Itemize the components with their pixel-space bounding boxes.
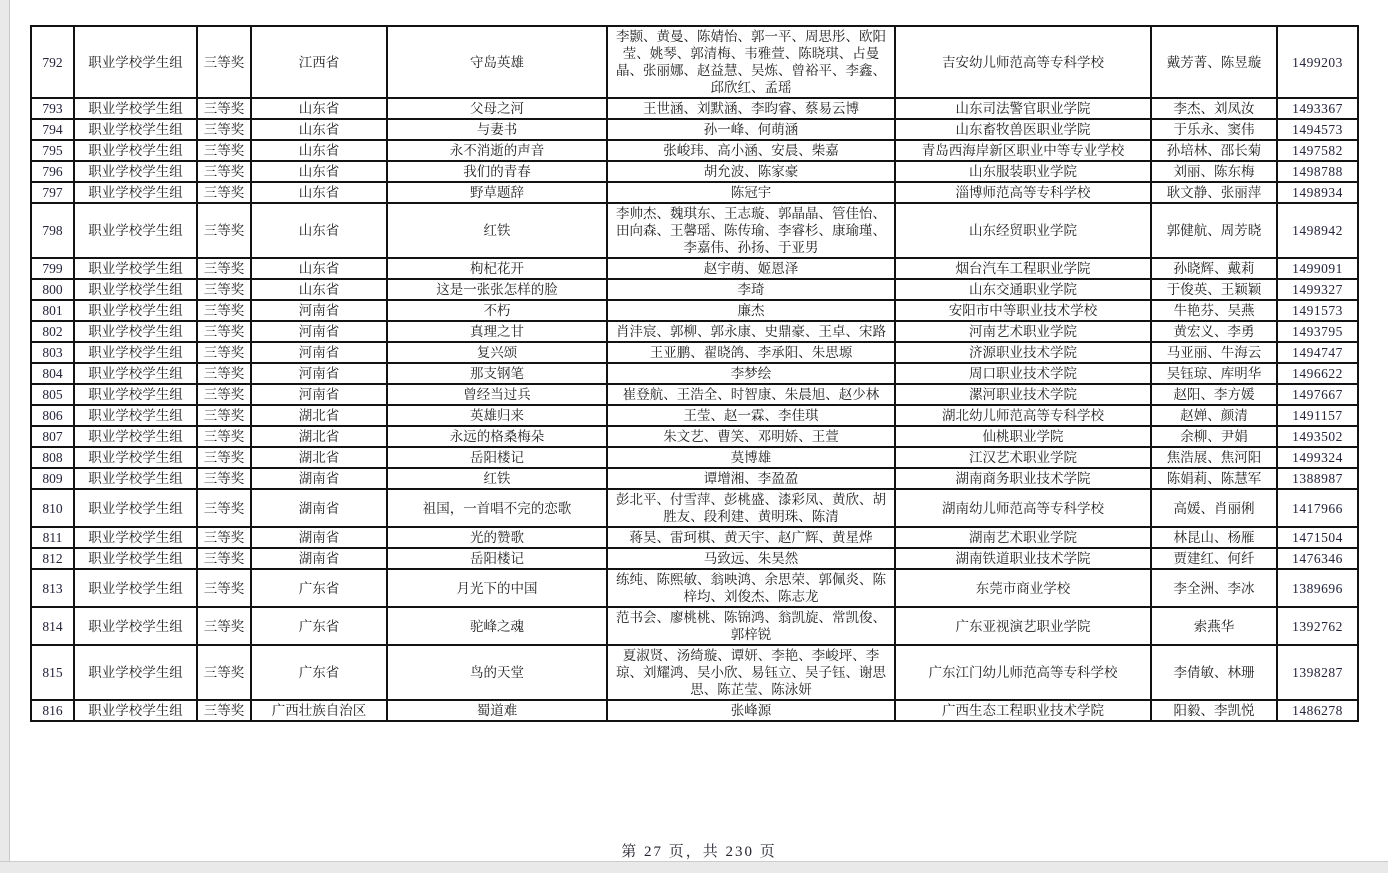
cell-province: 湖北省 [251,447,387,468]
cell-teacher-names: 郭健航、周芳晓 [1151,203,1277,258]
cell-entry-code: 1498942 [1277,203,1358,258]
cell-province: 江西省 [251,26,387,98]
document-page [10,0,1388,862]
table-row [31,342,1358,363]
cell-group: 职业学校学生组 [74,300,197,321]
cell-group: 职业学校学生组 [74,489,197,527]
cell-award-level: 三等奖 [197,342,251,363]
table-row [31,119,1358,140]
cell-student-names: 张峻玮、高小涵、安晨、柴嘉 [607,140,895,161]
cell-entry-code: 1389696 [1277,569,1358,607]
cell-group: 职业学校学生组 [74,607,197,645]
cell-province: 广东省 [251,569,387,607]
cell-teacher-names: 吴钰琼、库明华 [1151,363,1277,384]
cell-entry-code: 1471504 [1277,527,1358,548]
cell-serial-number: 815 [31,645,74,700]
cell-entry-code: 1392762 [1277,607,1358,645]
table-row [31,569,1358,607]
cell-province: 河南省 [251,342,387,363]
cell-award-level: 三等奖 [197,700,251,721]
cell-teacher-names: 牛艳芬、吴燕 [1151,300,1277,321]
cell-work-title: 蜀道难 [387,700,607,721]
cell-province: 广西壮族自治区 [251,700,387,721]
cell-province: 广东省 [251,607,387,645]
cell-award-level: 三等奖 [197,405,251,426]
cell-student-names: 肖沣宸、郭柳、郭永康、史鼎豪、王卓、宋路 [607,321,895,342]
cell-award-level: 三等奖 [197,279,251,300]
cell-work-title: 曾经当过兵 [387,384,607,405]
cell-serial-number: 801 [31,300,74,321]
cell-award-level: 三等奖 [197,426,251,447]
cell-teacher-names: 马亚丽、牛海云 [1151,342,1277,363]
cell-work-title: 祖国，一首唱不完的恋歌 [387,489,607,527]
cell-serial-number: 809 [31,468,74,489]
cell-teacher-names: 戴芳菁、陈昱璇 [1151,26,1277,98]
cell-teacher-names: 耿文静、张丽萍 [1151,182,1277,203]
cell-award-level: 三等奖 [197,489,251,527]
cell-province: 湖南省 [251,489,387,527]
cell-school-name: 山东交通职业学院 [895,279,1151,300]
cell-province: 山东省 [251,140,387,161]
cell-serial-number: 797 [31,182,74,203]
cell-teacher-names: 孙培林、邵长菊 [1151,140,1277,161]
cell-entry-code: 1493367 [1277,98,1358,119]
cell-teacher-names: 陈娟莉、陈慧军 [1151,468,1277,489]
cell-work-title: 与妻书 [387,119,607,140]
cell-province: 湖南省 [251,548,387,569]
table-row [31,607,1358,645]
cell-teacher-names: 李倩敏、林珊 [1151,645,1277,700]
cell-school-name: 湖南商务职业技术学院 [895,468,1151,489]
cell-province: 河南省 [251,321,387,342]
cell-serial-number: 811 [31,527,74,548]
table-row [31,161,1358,182]
cell-work-title: 岳阳楼记 [387,548,607,569]
cell-entry-code: 1491157 [1277,405,1358,426]
cell-group: 职业学校学生组 [74,279,197,300]
cell-teacher-names: 赵婵、颜清 [1151,405,1277,426]
cell-student-names: 夏淑贤、汤绮璇、谭妍、李艳、李峻坪、李琼、刘耀鸿、吴小欣、易钰立、吴子钰、谢思思、陈芷莹、陈泳妍 [607,645,895,700]
cell-entry-code: 1494747 [1277,342,1358,363]
cell-teacher-names: 余柳、尹娟 [1151,426,1277,447]
cell-award-level: 三等奖 [197,203,251,258]
cell-award-level: 三等奖 [197,363,251,384]
table-row [31,489,1358,527]
cell-award-level: 三等奖 [197,548,251,569]
cell-work-title: 真理之甘 [387,321,607,342]
cell-school-name: 安阳市中等职业技术学校 [895,300,1151,321]
cell-teacher-names: 索燕华 [1151,607,1277,645]
cell-group: 职业学校学生组 [74,342,197,363]
cell-entry-code: 1498934 [1277,182,1358,203]
cell-province: 河南省 [251,363,387,384]
cell-student-names: 孙一峰、何萌涵 [607,119,895,140]
table-row [31,700,1358,721]
cell-entry-code: 1499203 [1277,26,1358,98]
cell-group: 职业学校学生组 [74,26,197,98]
cell-group: 职业学校学生组 [74,405,197,426]
cell-group: 职业学校学生组 [74,182,197,203]
cell-student-names: 李颢、黄曼、陈婧怡、郭一平、周思彤、欧阳莹、姚琴、郭清梅、韦雅萱、陈晓琪、占曼晶、张丽娜、赵益慧、吴炼、曾裕平、李鑫、邱欣红、孟瑶 [607,26,895,98]
cell-school-name: 湖南幼儿师范高等专科学校 [895,489,1151,527]
cell-work-title: 永不消逝的声音 [387,140,607,161]
cell-province: 山东省 [251,182,387,203]
cell-group: 职业学校学生组 [74,258,197,279]
cell-serial-number: 816 [31,700,74,721]
awards-table-body [31,26,1358,721]
cell-school-name: 广西生态工程职业技术学院 [895,700,1151,721]
cell-school-name: 吉安幼儿师范高等专科学校 [895,26,1151,98]
cell-group: 职业学校学生组 [74,119,197,140]
cell-student-names: 王亚鹏、翟晓鸽、李承阳、朱思塬 [607,342,895,363]
horizontal-scrollbar-track[interactable] [0,861,1388,873]
cell-entry-code: 1497667 [1277,384,1358,405]
cell-student-names: 莫博雄 [607,447,895,468]
cell-school-name: 湖南铁道职业技术学院 [895,548,1151,569]
cell-teacher-names: 于俊英、王颖颖 [1151,279,1277,300]
cell-work-title: 岳阳楼记 [387,447,607,468]
cell-award-level: 三等奖 [197,140,251,161]
cell-work-title: 父母之河 [387,98,607,119]
cell-group: 职业学校学生组 [74,203,197,258]
cell-award-level: 三等奖 [197,384,251,405]
cell-entry-code: 1499327 [1277,279,1358,300]
table-row [31,468,1358,489]
cell-serial-number: 794 [31,119,74,140]
cell-award-level: 三等奖 [197,468,251,489]
cell-serial-number: 803 [31,342,74,363]
cell-student-names: 胡允波、陈家豪 [607,161,895,182]
cell-student-names: 蒋昊、雷珂棋、黄天宇、赵广辉、黄星烨 [607,527,895,548]
cell-student-names: 彭北平、付雪萍、彭桃盛、漆彩凤、黄欣、胡胜友、段利建、黄明珠、陈清 [607,489,895,527]
cell-entry-code: 1497582 [1277,140,1358,161]
cell-student-names: 王世涵、刘默涵、李昀睿、蔡易云博 [607,98,895,119]
cell-teacher-names: 贾建红、何纤 [1151,548,1277,569]
cell-entry-code: 1398287 [1277,645,1358,700]
cell-group: 职业学校学生组 [74,321,197,342]
cell-work-title: 那支钢笔 [387,363,607,384]
cell-serial-number: 792 [31,26,74,98]
cell-work-title: 光的赞歌 [387,527,607,548]
cell-province: 山东省 [251,279,387,300]
cell-award-level: 三等奖 [197,321,251,342]
awards-table [30,25,1359,722]
cell-serial-number: 812 [31,548,74,569]
cell-work-title: 不朽 [387,300,607,321]
cell-work-title: 鸟的天堂 [387,645,607,700]
cell-group: 职业学校学生组 [74,363,197,384]
cell-student-names: 练纯、陈熙敏、翁映鸿、余思荣、郭佩炎、陈梓均、刘俊杰、陈志龙 [607,569,895,607]
table-row [31,182,1358,203]
cell-school-name: 周口职业技术学院 [895,363,1151,384]
cell-group: 职业学校学生组 [74,384,197,405]
cell-work-title: 复兴颂 [387,342,607,363]
cell-award-level: 三等奖 [197,607,251,645]
cell-award-level: 三等奖 [197,26,251,98]
cell-province: 河南省 [251,300,387,321]
cell-work-title: 这是一张张怎样的脸 [387,279,607,300]
cell-award-level: 三等奖 [197,258,251,279]
cell-work-title: 驼峰之魂 [387,607,607,645]
table-row [31,300,1358,321]
cell-school-name: 漯河职业技术学院 [895,384,1151,405]
cell-province: 湖南省 [251,527,387,548]
cell-serial-number: 804 [31,363,74,384]
cell-school-name: 广东江门幼儿师范高等专科学校 [895,645,1151,700]
cell-entry-code: 1498788 [1277,161,1358,182]
cell-student-names: 马致远、朱昊然 [607,548,895,569]
cell-group: 职业学校学生组 [74,645,197,700]
cell-student-names: 朱文艺、曹笑、邓明娇、王萱 [607,426,895,447]
cell-school-name: 广东亚视演艺职业学院 [895,607,1151,645]
cell-award-level: 三等奖 [197,645,251,700]
cell-serial-number: 798 [31,203,74,258]
cell-school-name: 山东畜牧兽医职业学院 [895,119,1151,140]
cell-award-level: 三等奖 [197,569,251,607]
cell-group: 职业学校学生组 [74,140,197,161]
table-row [31,384,1358,405]
cell-group: 职业学校学生组 [74,447,197,468]
table-row [31,447,1358,468]
cell-work-title: 红铁 [387,468,607,489]
cell-serial-number: 810 [31,489,74,527]
cell-serial-number: 795 [31,140,74,161]
cell-student-names: 赵宇萌、姬恩泽 [607,258,895,279]
cell-teacher-names: 李杰、刘凤汝 [1151,98,1277,119]
cell-work-title: 守岛英雄 [387,26,607,98]
cell-student-names: 谭增湘、李盈盈 [607,468,895,489]
cell-school-name: 东莞市商业学校 [895,569,1151,607]
cell-work-title: 红铁 [387,203,607,258]
cell-award-level: 三等奖 [197,182,251,203]
cell-serial-number: 808 [31,447,74,468]
cell-serial-number: 793 [31,98,74,119]
cell-entry-code: 1491573 [1277,300,1358,321]
table-row [31,98,1358,119]
cell-serial-number: 806 [31,405,74,426]
cell-group: 职业学校学生组 [74,700,197,721]
cell-province: 湖北省 [251,426,387,447]
cell-work-title: 枸杞花开 [387,258,607,279]
page-footer: 第 27 页，共 230 页 [621,844,777,860]
cell-province: 河南省 [251,384,387,405]
cell-student-names: 崔登航、王浩全、时智康、朱晨旭、赵少林 [607,384,895,405]
cell-entry-code: 1476346 [1277,548,1358,569]
cell-serial-number: 813 [31,569,74,607]
cell-province: 湖北省 [251,405,387,426]
cell-group: 职业学校学生组 [74,569,197,607]
cell-teacher-names: 刘丽、陈东梅 [1151,161,1277,182]
table-row [31,279,1358,300]
cell-entry-code: 1499091 [1277,258,1358,279]
cell-serial-number: 805 [31,384,74,405]
cell-teacher-names: 赵阳、李方媛 [1151,384,1277,405]
cell-school-name: 湖北幼儿师范高等专科学校 [895,405,1151,426]
cell-province: 湖南省 [251,468,387,489]
cell-group: 职业学校学生组 [74,548,197,569]
cell-entry-code: 1493502 [1277,426,1358,447]
cell-student-names: 张峰源 [607,700,895,721]
cell-province: 山东省 [251,203,387,258]
cell-province: 山东省 [251,98,387,119]
cell-teacher-names: 阳毅、李凯悦 [1151,700,1277,721]
cell-group: 职业学校学生组 [74,426,197,447]
cell-teacher-names: 于乐永、窦伟 [1151,119,1277,140]
cell-serial-number: 799 [31,258,74,279]
table-row [31,548,1358,569]
cell-award-level: 三等奖 [197,527,251,548]
cell-serial-number: 802 [31,321,74,342]
cell-teacher-names: 孙晓辉、戴莉 [1151,258,1277,279]
cell-work-title: 月光下的中国 [387,569,607,607]
cell-school-name: 湖南艺术职业学院 [895,527,1151,548]
table-row [31,203,1358,258]
cell-student-names: 李梦绘 [607,363,895,384]
cell-province: 山东省 [251,258,387,279]
table-row [31,363,1358,384]
cell-student-names: 陈冠宇 [607,182,895,203]
cell-group: 职业学校学生组 [74,527,197,548]
table-row [31,258,1358,279]
cell-school-name: 山东经贸职业学院 [895,203,1151,258]
cell-entry-code: 1499324 [1277,447,1358,468]
cell-award-level: 三等奖 [197,98,251,119]
table-row [31,405,1358,426]
table-row [31,140,1358,161]
cell-group: 职业学校学生组 [74,468,197,489]
cell-teacher-names: 李全洲、李冰 [1151,569,1277,607]
cell-entry-code: 1494573 [1277,119,1358,140]
cell-entry-code: 1388987 [1277,468,1358,489]
cell-group: 职业学校学生组 [74,161,197,182]
cell-serial-number: 796 [31,161,74,182]
cell-work-title: 永远的格桑梅朵 [387,426,607,447]
cell-award-level: 三等奖 [197,119,251,140]
cell-work-title: 英雄归来 [387,405,607,426]
cell-student-names: 范书会、廖桃桃、陈锦鸿、翁凯旋、常凯俊、郭梓锐 [607,607,895,645]
cell-group: 职业学校学生组 [74,98,197,119]
cell-province: 广东省 [251,645,387,700]
viewer-left-margin [0,0,10,873]
table-row [31,426,1358,447]
cell-teacher-names: 黄宏义、李勇 [1151,321,1277,342]
cell-school-name: 山东服装职业学院 [895,161,1151,182]
cell-school-name: 山东司法警官职业学院 [895,98,1151,119]
cell-entry-code: 1493795 [1277,321,1358,342]
cell-school-name: 淄博师范高等专科学校 [895,182,1151,203]
cell-student-names: 王莹、赵一霖、李佳琪 [607,405,895,426]
cell-award-level: 三等奖 [197,161,251,182]
cell-student-names: 李帅杰、魏琪东、王志璇、郭晶晶、管佳怡、田向森、王馨瑶、陈传瑜、李睿杉、康瑜瑾、李嘉伟、孙扬、于亚男 [607,203,895,258]
table-row [31,527,1358,548]
table-row [31,321,1358,342]
cell-school-name: 江汉艺术职业学院 [895,447,1151,468]
cell-teacher-names: 高媛、肖丽俐 [1151,489,1277,527]
cell-province: 山东省 [251,161,387,182]
cell-student-names: 廉杰 [607,300,895,321]
cell-school-name: 青岛西海岸新区职业中等专业学校 [895,140,1151,161]
cell-school-name: 河南艺术职业学院 [895,321,1151,342]
cell-student-names: 李琦 [607,279,895,300]
cell-serial-number: 800 [31,279,74,300]
cell-school-name: 烟台汽车工程职业学院 [895,258,1151,279]
cell-entry-code: 1417966 [1277,489,1358,527]
cell-entry-code: 1496622 [1277,363,1358,384]
cell-work-title: 我们的青春 [387,161,607,182]
cell-work-title: 野草题辞 [387,182,607,203]
cell-entry-code: 1486278 [1277,700,1358,721]
cell-award-level: 三等奖 [197,300,251,321]
cell-teacher-names: 林昆山、杨雁 [1151,527,1277,548]
cell-serial-number: 814 [31,607,74,645]
table-row [31,26,1358,98]
cell-teacher-names: 焦浩展、焦河阳 [1151,447,1277,468]
table-row [31,645,1358,700]
cell-province: 山东省 [251,119,387,140]
cell-serial-number: 807 [31,426,74,447]
cell-award-level: 三等奖 [197,447,251,468]
cell-school-name: 济源职业技术学院 [895,342,1151,363]
cell-school-name: 仙桃职业学院 [895,426,1151,447]
